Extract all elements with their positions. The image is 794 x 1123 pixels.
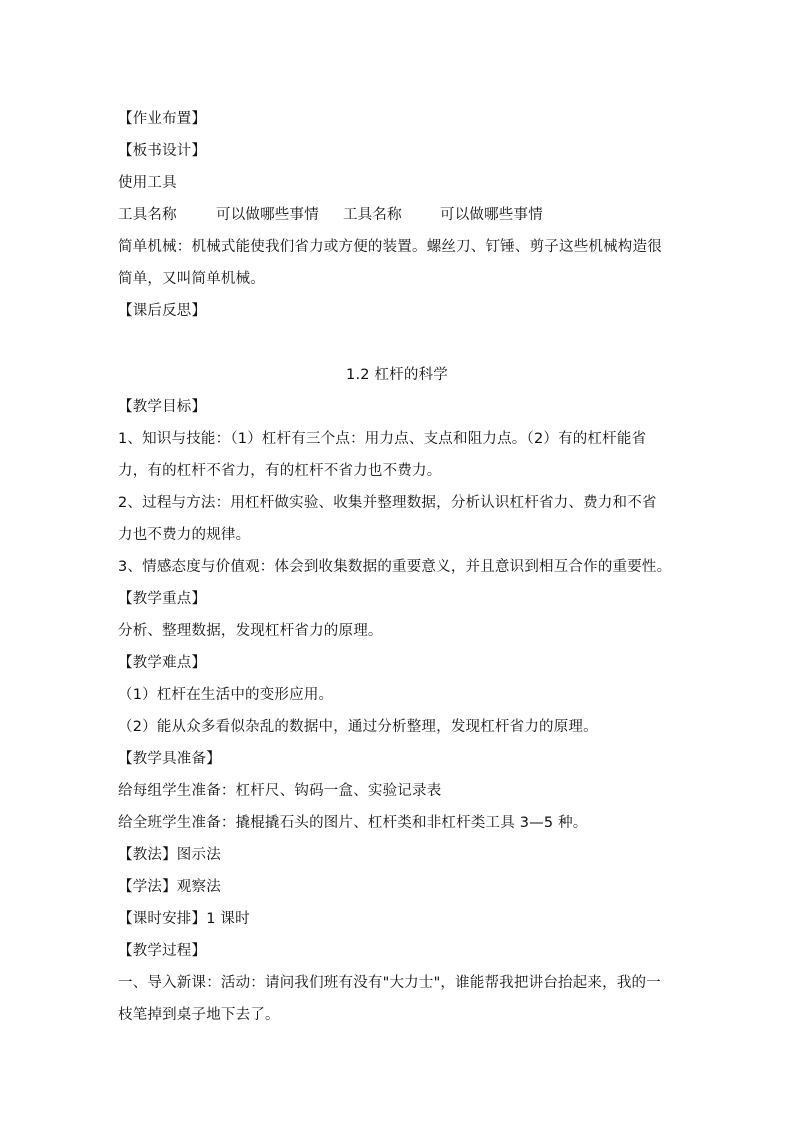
tool-table-header bbox=[118, 205, 543, 225]
process-heading: 【教学过程】 bbox=[118, 943, 207, 959]
goal-1-line-2: 力，有的杠杆不省力，有的杠杆不省力也不费力。 bbox=[118, 463, 442, 479]
goals-heading: 【教学目标】 bbox=[118, 399, 207, 415]
simple-machine-text-1: 简单机械：机械式能使我们省力或方便的装置。螺丝刀、钉锤、剪子这些机械构造很 bbox=[118, 239, 662, 255]
homework-heading: 【作业布置】 bbox=[118, 111, 207, 127]
key-points-heading: 【教学重点】 bbox=[118, 591, 207, 607]
schedule: 【课时安排】1 课时 bbox=[118, 911, 250, 927]
lesson-title: 1.2 杠杆的科学 bbox=[346, 367, 448, 383]
reflection-heading: 【课后反思】 bbox=[118, 303, 207, 319]
difficulty-1: （1）杠杆在生活中的变形应用。 bbox=[118, 687, 334, 703]
difficulty-heading: 【教学难点】 bbox=[118, 655, 207, 671]
intro-line-1: 一、导入新课：活动：请问我们班有没有"大力士"，谁能帮我把讲台抬起来，我的一 bbox=[118, 975, 661, 991]
goal-1-line-1: 1、知识与技能：（1）杠杆有三个点：用力点、支点和阻力点。（2）有的杠杆能省 bbox=[118, 431, 647, 447]
materials-group: 给每组学生准备：杠杆尺、钩码一盒、实验记录表 bbox=[118, 783, 442, 799]
learning-method: 【学法】观察法 bbox=[118, 879, 221, 895]
tool-name-label-2: 工具名称 bbox=[343, 207, 402, 223]
difficulty-2: （2）能从众多看似杂乱的数据中，通过分析整理，发现杠杆省力的原理。 bbox=[118, 719, 598, 735]
board-design-heading: 【板书设计】 bbox=[118, 143, 207, 159]
simple-machine-text-2: 简单，又叫简单机械。 bbox=[118, 271, 265, 287]
materials-class: 给全班学生准备：撬棍撬石头的图片、杠杆类和非杠杆类工具 3—5 种。 bbox=[118, 815, 588, 831]
teaching-method: 【教法】图示法 bbox=[118, 847, 221, 863]
materials-heading: 【教学具准备】 bbox=[118, 751, 221, 767]
can-do-label-1: 可以做哪些事情 bbox=[216, 207, 319, 223]
can-do-label-2: 可以做哪些事情 bbox=[440, 207, 543, 223]
goal-3: 3、情感态度与价值观：体会到收集数据的重要意义，并且意识到相互合作的重要性。 bbox=[118, 559, 672, 575]
goal-2-line-1: 2、过程与方法：用杠杆做实验、收集并整理数据，分析认识杠杆省力、费力和不省 bbox=[118, 495, 657, 511]
intro-line-2: 枝笔掉到桌子地下去了。 bbox=[118, 1007, 280, 1023]
goal-2-line-2: 力也不费力的规律。 bbox=[118, 527, 251, 543]
tool-name-label-1: 工具名称 bbox=[118, 207, 177, 223]
key-points-text: 分析、整理数据，发现杠杆省力的原理。 bbox=[118, 623, 383, 639]
use-tools-text: 使用工具 bbox=[118, 175, 177, 191]
